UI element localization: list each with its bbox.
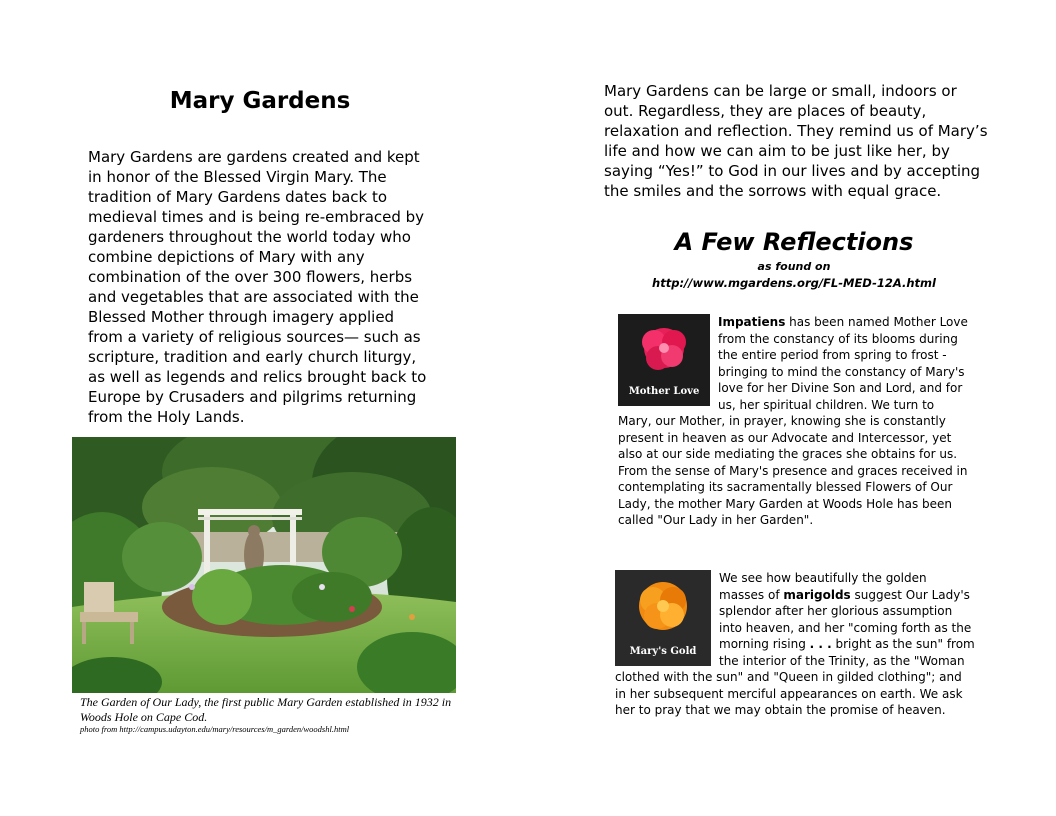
marigold-image-label: Mary's Gold <box>629 645 697 657</box>
impatiens-image-label: Mother Love <box>628 385 700 397</box>
marigold-name: marigolds <box>783 587 851 602</box>
marigold-text-before: We see how beautifully the golden masses of <box>719 571 927 602</box>
marigold-image <box>615 570 711 666</box>
photo-caption: The Garden of Our Lady, the first public Mary Garden established in 1932 in Woods Hole on Cape Cod. <box>80 695 452 724</box>
marigold-reflection <box>615 570 975 719</box>
impatiens-text: has been named Mother Love from the constancy of its blooms during the entire period from spring to frost - bringing to mind the constancy of Mary's love for her Divine Son and Lord, and for us, her spiritual children. We turn to Mary, our Mother, in prayer, knowing she is constantly present in heaven as our Advocate and Intercessor, yet also at our side mediating the graces she obtains for us. From the sense of Mary's presence and graces received in contemplating its sacramentally blessed Flowers of Our Lady, the mother Mary Garden at Woods Hole has been called "Our Lady in her Garden". <box>618 315 968 527</box>
source-note: as found on <box>757 260 831 273</box>
marigold-text-middle: suggest Our Lady's splendor after her glorious assumption into heaven, and her "coming forth as the morning rising <box>719 587 972 651</box>
garden-photo-illustration <box>72 437 456 693</box>
page-title: Mary Gardens <box>169 88 351 114</box>
marigold-text-after: bright as the sun" from the interior of the Trinity, as the "Woman clothed with the sun" and "Queen in gilded clothing"; and in her subsequent merciful appearances on earth. We ask her to pray that we may obtain the promise of heaven. <box>615 637 975 717</box>
impatiens-reflection <box>618 314 970 529</box>
reflections-heading: A Few Reflections <box>674 228 914 256</box>
marigold-ellipsis: . . . <box>809 637 832 651</box>
garden-description-paragraph: Mary Gardens can be large or small, indoors or out. Regardless, they are places of beauty, relaxation and reflection. They remind us of Mary’s life and how we can aim to be just like her, by saying “Yes!” to God in our lives and by accepting the smiles and the sorrows with equal grace. <box>604 82 988 200</box>
garden-photo <box>72 437 456 693</box>
photo-credit: photo from http://campus.udayton.edu/mary/resources/m_garden/woodshl.html <box>80 724 350 734</box>
impatiens-name: Impatiens <box>718 315 786 329</box>
source-url: http://www.mgardens.org/FL-MED-12A.html <box>652 276 936 290</box>
impatiens-image <box>618 314 710 406</box>
intro-paragraph: Mary Gardens are gardens created and kept in honor of the Blessed Virgin Mary. The tradition of Mary Gardens dates back to medieval times and is being re-embraced by gardeners throughout the world today who combine depictions of Mary with any combination of the over 300 flowers, herbs and vegetables that are associated with the Blessed Mother through imagery applied from a variety of religious sources— such as scripture, tradition and early church liturgy, as well as legends and relics brought back to Europe by Crusaders and pilgrims returning from the Holy Lands. <box>88 148 427 426</box>
